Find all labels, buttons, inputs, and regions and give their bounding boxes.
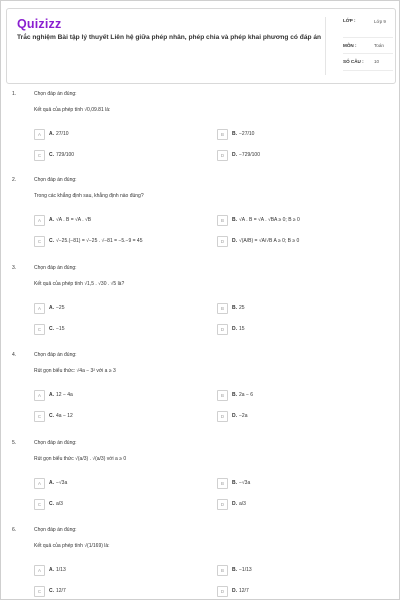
- option-prefix: D.: [232, 152, 237, 158]
- question-block: [12, 527, 388, 602]
- option-text: [232, 567, 252, 573]
- option-text: [49, 588, 66, 594]
- option-prefix: C.: [49, 238, 54, 244]
- answer-option-a[interactable]: [34, 129, 204, 140]
- question-block: [12, 440, 388, 515]
- question-text: Kết quả của phép tính √0,09.81 là:: [34, 107, 111, 113]
- option-letter-box: A: [34, 215, 45, 226]
- answer-option-b[interactable]: [217, 303, 387, 314]
- meta-line: [343, 37, 393, 38]
- option-text: [232, 501, 246, 507]
- option-letter-box: D: [217, 236, 228, 247]
- answer-option-a[interactable]: [34, 215, 204, 226]
- option-prefix: A.: [49, 567, 54, 573]
- meta-line: [343, 70, 393, 71]
- option-value: −√3a: [56, 480, 68, 486]
- answer-option-c[interactable]: [34, 411, 204, 422]
- option-text: [232, 413, 247, 419]
- option-value: 27/10: [56, 131, 69, 137]
- option-letter-box: C: [34, 236, 45, 247]
- option-prefix: C.: [49, 413, 54, 419]
- option-prefix: C.: [49, 326, 54, 332]
- option-prefix: B.: [232, 392, 237, 398]
- option-value: −15: [56, 326, 65, 332]
- option-value: 15: [239, 326, 245, 332]
- worksheet-header: [6, 8, 396, 84]
- answer-option-d[interactable]: [217, 586, 387, 597]
- option-prefix: D.: [232, 501, 237, 507]
- option-prefix: D.: [232, 326, 237, 332]
- option-value: a/3: [56, 501, 63, 507]
- option-prefix: C.: [49, 588, 54, 594]
- question-type: Chọn đáp án đúng:: [34, 265, 77, 271]
- answer-option-a[interactable]: [34, 478, 204, 489]
- question-number: 2.: [12, 177, 17, 183]
- option-value: √A . B = √A . √B: [56, 217, 92, 223]
- option-prefix: C.: [49, 152, 54, 158]
- option-text: [232, 152, 260, 158]
- option-text: [232, 305, 245, 311]
- option-value: a/3: [239, 501, 246, 507]
- option-value: −1/13: [239, 567, 252, 573]
- option-value: √A . B = √A . √BA ≥ 0; B ≥ 0: [239, 217, 300, 223]
- option-value: 25: [239, 305, 245, 311]
- answer-option-c[interactable]: [34, 586, 204, 597]
- option-letter-box: C: [34, 150, 45, 161]
- option-letter-box: B: [217, 565, 228, 576]
- option-text: [49, 305, 64, 311]
- option-text: [49, 413, 73, 419]
- option-text: [232, 326, 245, 332]
- meta-subject-value: Toán: [374, 43, 384, 48]
- option-text: [49, 501, 63, 507]
- option-text: [49, 326, 64, 332]
- option-text: [49, 480, 67, 486]
- option-letter-box: D: [217, 586, 228, 597]
- option-value: −25: [56, 305, 65, 311]
- question-type: Chọn đáp án đúng:: [34, 527, 77, 533]
- option-text: [232, 217, 300, 223]
- answer-option-b[interactable]: [217, 565, 387, 576]
- option-text: [232, 131, 254, 137]
- question-text: Rút gọn biểu thức: √4a − 3² với a ≥ 3: [34, 368, 116, 374]
- option-text: [49, 152, 74, 158]
- option-letter-box: A: [34, 129, 45, 140]
- answer-option-c[interactable]: [34, 499, 204, 510]
- meta-count-label: SỐ CÂU :: [343, 59, 364, 64]
- meta-line: [343, 53, 393, 54]
- question-number: 4.: [12, 352, 17, 358]
- meta-subject-label: MÔN :: [343, 43, 357, 48]
- option-letter-box: B: [217, 478, 228, 489]
- option-text: [49, 131, 69, 137]
- option-prefix: B.: [232, 131, 237, 137]
- option-prefix: A.: [49, 305, 54, 311]
- option-prefix: A.: [49, 480, 54, 486]
- option-letter-box: C: [34, 411, 45, 422]
- option-letter-box: D: [217, 150, 228, 161]
- option-prefix: D.: [232, 413, 237, 419]
- option-letter-box: C: [34, 499, 45, 510]
- meta-grade-label: LỚP :: [343, 18, 356, 23]
- option-prefix: B.: [232, 217, 237, 223]
- question-number: 6.: [12, 527, 17, 533]
- option-text: [49, 217, 91, 223]
- answer-option-b[interactable]: [217, 129, 387, 140]
- option-letter-box: C: [34, 324, 45, 335]
- question-block: [12, 177, 388, 252]
- option-text: [232, 238, 299, 244]
- option-letter-box: A: [34, 303, 45, 314]
- option-prefix: B.: [232, 480, 237, 486]
- option-letter-box: A: [34, 565, 45, 576]
- option-value: √(A/B) = √A/√B A ≥ 0; B ≥ 0: [239, 238, 300, 244]
- answer-option-b[interactable]: [217, 215, 387, 226]
- question-text: Kết quả của phép tính √1,5 . √30 . √5 là?: [34, 281, 125, 287]
- question-block: [12, 91, 388, 166]
- option-prefix: D.: [232, 588, 237, 594]
- answer-option-a[interactable]: [34, 303, 204, 314]
- answer-option-d[interactable]: [217, 499, 387, 510]
- question-number: 1.: [12, 91, 17, 97]
- option-value: 729/100: [56, 152, 75, 158]
- answer-option-c[interactable]: [34, 150, 204, 161]
- option-value: 1/13: [56, 567, 66, 573]
- question-type: Chọn đáp án đúng:: [34, 177, 77, 183]
- option-value: −27/10: [239, 131, 255, 137]
- option-text: [49, 567, 66, 573]
- option-value: √−25.(−81) = √−25 . √−81 = −5.−9 = 45: [56, 238, 143, 244]
- option-prefix: D.: [232, 238, 237, 244]
- option-text: [232, 480, 250, 486]
- option-letter-box: A: [34, 390, 45, 401]
- meta-divider: [325, 17, 326, 75]
- question-text: Kết quả của phép tính √(1/169) là:: [34, 543, 110, 549]
- option-value: 4a − 12: [56, 413, 73, 419]
- option-letter-box: B: [217, 129, 228, 140]
- option-letter-box: D: [217, 324, 228, 335]
- question-block: [12, 352, 388, 427]
- option-value: 12 − 4a: [56, 392, 73, 398]
- option-prefix: A.: [49, 217, 54, 223]
- option-letter-box: B: [217, 390, 228, 401]
- option-value: −2a: [239, 413, 248, 419]
- answer-option-c[interactable]: [34, 324, 204, 335]
- answer-option-d[interactable]: [217, 324, 387, 335]
- question-type: Chọn đáp án đúng:: [34, 352, 77, 358]
- option-letter-box: A: [34, 478, 45, 489]
- question-text: Rút gọn biểu thức √(a/3) . √(a/3) với a ≥ 0: [34, 456, 127, 462]
- option-prefix: B.: [232, 567, 237, 573]
- option-letter-box: B: [217, 215, 228, 226]
- option-prefix: C.: [49, 501, 54, 507]
- option-letter-box: D: [217, 411, 228, 422]
- option-letter-box: C: [34, 586, 45, 597]
- option-text: [49, 238, 143, 244]
- answer-option-b[interactable]: [217, 478, 387, 489]
- quizizz-logo: Quizizz: [17, 17, 62, 31]
- question-type: Chọn đáp án đúng:: [34, 440, 77, 446]
- question-text: Trong các khẳng định sau, khẳng định nào đúng?: [34, 193, 144, 199]
- question-type: Chọn đáp án đúng:: [34, 91, 77, 97]
- question-number: 3.: [12, 265, 17, 271]
- meta-grade-value: Lớp 9: [374, 19, 386, 24]
- question-block: [12, 265, 388, 340]
- option-prefix: A.: [49, 392, 54, 398]
- question-number: 5.: [12, 440, 17, 446]
- option-value: 2a − 6: [239, 392, 254, 398]
- answer-option-d[interactable]: [217, 411, 387, 422]
- option-letter-box: B: [217, 303, 228, 314]
- option-prefix: A.: [49, 131, 54, 137]
- answer-option-a[interactable]: [34, 390, 204, 401]
- answer-option-d[interactable]: [217, 236, 387, 247]
- option-value: −√3a: [239, 480, 251, 486]
- option-value: 12/7: [239, 588, 249, 594]
- answer-option-c[interactable]: [34, 236, 204, 247]
- answer-option-d[interactable]: [217, 150, 387, 161]
- option-text: [232, 588, 249, 594]
- option-text: [232, 392, 253, 398]
- option-value: 12/7: [56, 588, 66, 594]
- meta-count-value: 10: [374, 59, 380, 64]
- option-prefix: B.: [232, 305, 237, 311]
- answer-option-a[interactable]: [34, 565, 204, 576]
- option-value: −729/100: [239, 152, 260, 158]
- worksheet-title: Trắc nghiệm Bài tập lý thuyết Liên hệ giữa phép nhân, phép chia và phép khai phương có đáp án: [17, 34, 322, 41]
- option-text: [49, 392, 73, 398]
- option-letter-box: D: [217, 499, 228, 510]
- answer-option-b[interactable]: [217, 390, 387, 401]
